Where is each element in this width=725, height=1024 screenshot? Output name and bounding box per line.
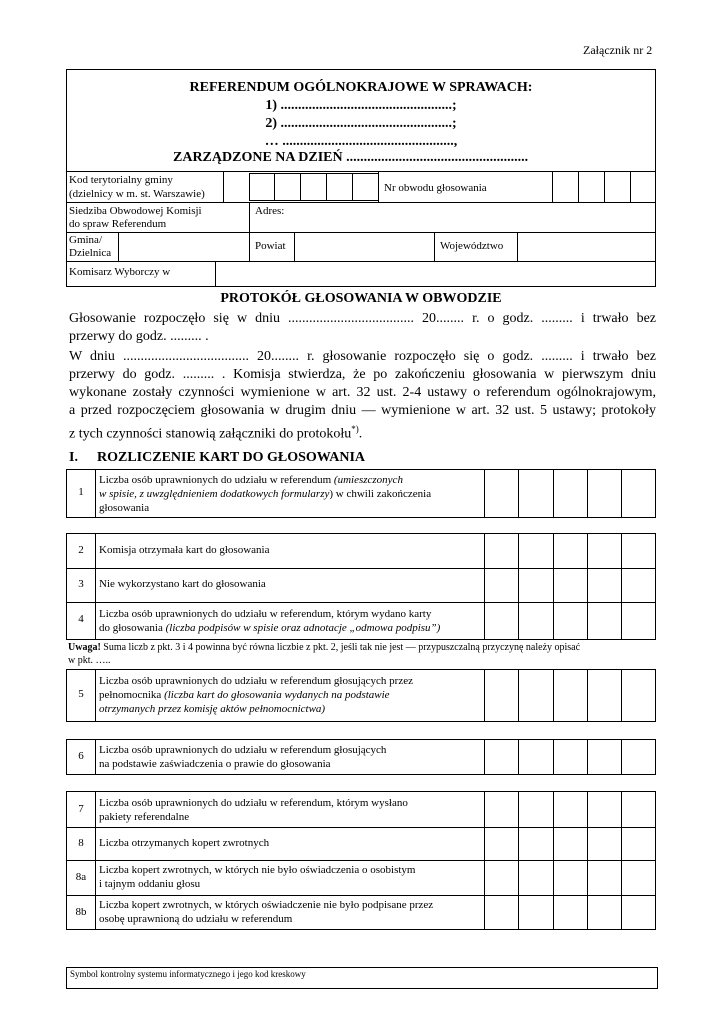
referendum-title: REFERENDUM OGÓLNOKRAJOWE W SPRAWACH:	[189, 80, 533, 95]
protocol-title: PROTOKÓŁ GŁOSOWANIA W OBWODZIE	[220, 291, 502, 306]
protocol-day2-line-4: a przed rozpoczęciem głosowania w drugim dniu — wymienione w art. 32 ust. 5 ustawy; protokoły	[69, 403, 656, 418]
teryt-digit-box[interactable]	[249, 173, 275, 201]
protocol-day2-line-1: W dniu .................................... 20........ r. głosowanie rozpoczęło się o godz. ......... i trwało bez	[69, 349, 656, 364]
row-label: Liczba osób uprawnionych do udziału w referendum (umieszczonych	[99, 474, 403, 486]
row-label: Liczba kopert zwrotnych, w których oświadczenie nie było podpisane przez	[99, 899, 434, 911]
county-label: Powiat	[255, 240, 286, 252]
row-label: Komisja otrzymała kart do głosowania	[99, 544, 270, 556]
teryt-digit-box[interactable]	[352, 173, 379, 201]
row-number: 4	[78, 613, 84, 625]
row-label: Liczba otrzymanych kopert zwrotnych	[99, 837, 270, 849]
teryt-digit-box[interactable]	[274, 173, 301, 201]
row-label: Liczba osób uprawnionych do udziału w referendum głosujących przez	[99, 675, 413, 687]
row-number: 6	[78, 750, 84, 762]
row-number: 5	[78, 688, 84, 700]
table-row: 1 Liczba osób uprawnionych do udziału w referendum (umieszczonych w spisie, z uwzględnieniem dodatkowych formularzy) w chwili zakończenia głosowania	[66, 469, 656, 518]
row-number: 8	[78, 837, 84, 849]
note-line-1: Uwaga! Suma liczb z pkt. 3 i 4 powinna być równa liczbie z pkt. 2, jeśli tak nie jest — przypuszczalną przyczynę należy opisać	[68, 642, 581, 653]
row-number: 8a	[75, 871, 87, 883]
question-1: 1) .................................................;	[265, 98, 457, 113]
protocol-day2-line-2: przerwy do godz. ......... . Komisja stwierdza, że po zakończeniu głosowania w pierwszym dniu	[69, 367, 656, 382]
section-title: ROZLICZENIE KART DO GŁOSOWANIA	[97, 450, 366, 465]
table-group-7-8b: 7 Liczba osób uprawnionych do udziału w referendum, którym wysłano pakiety referendalne 8 Liczba otrzymanych kopert zwrotnych 8a Liczba kopert zwrotnych, w których nie było oświadczenia o osobistym i tajnym oddaniu głosu 8b Liczba kopert zwrotnych, w których oświadczenie nie było podpisane przez osobę uprawnioną do udziału w referendum	[66, 791, 656, 930]
row-label: Liczba osób uprawnionych do udziału w referendum głosujących	[99, 744, 387, 756]
section-number: I.	[69, 450, 78, 465]
voivodeship-label: Województwo	[440, 240, 504, 252]
commissioner-label: Komisarz Wyborczy w	[69, 266, 171, 278]
teryt-digit-box[interactable]	[326, 173, 353, 201]
control-symbol-label: Symbol kontrolny systemu informatycznego i jego kod kreskowy	[70, 969, 306, 979]
row-number: 2	[78, 544, 84, 556]
row-number: 8b	[75, 906, 87, 918]
row-number: 7	[78, 803, 84, 815]
table-row: 6 Liczba osób uprawnionych do udziału w referendum głosujących na podstawie zaświadczenia o prawie do głosowania	[66, 739, 656, 775]
protocol-day2-line-3: wykonane zostały czynności wymienione w art. 32 ust. 2-4 ustawy o referendum ogólnokrajowym,	[69, 385, 656, 400]
teryt-label-2: (dzielnicy w m. st. Warszawie)	[69, 188, 205, 200]
row-label: Liczba osób uprawnionych do udziału w referendum, którym wydano karty	[99, 608, 432, 620]
district-no-label: Nr obwodu głosowania	[384, 182, 487, 194]
table-group-2-4: 2 Komisja otrzymała kart do głosowania 3 Nie wykorzystano kart do głosowania 4 Liczba osób uprawnionych do udziału w referendum, którym wydano karty do głosowania (liczba podpisów w spisie oraz adnotacje „odmowa podpisu”)	[66, 533, 656, 640]
row-label: Liczba osób uprawnionych do udziału w referendum, którym wysłano	[99, 797, 408, 809]
commune-label-1: Gmina/	[69, 234, 102, 246]
seat-label-1: Siedziba Obwodowej Komisji	[69, 205, 202, 217]
teryt-digit-box[interactable]	[300, 173, 327, 201]
protocol-day2-line-5: z tych czynności stanowią załączniki do protokołu*).	[69, 424, 363, 442]
seat-label-2: do spraw Referendum	[69, 218, 167, 230]
question-more: … .................................................,	[264, 134, 458, 149]
address-label: Adres:	[255, 205, 285, 217]
row-number: 3	[78, 578, 84, 590]
teryt-label-1: Kod terytorialny gminy	[69, 174, 173, 186]
question-2: 2) .................................................;	[265, 116, 457, 131]
header-box	[66, 69, 656, 172]
protocol-start-line-2: przerwy do godz. ......... .	[69, 329, 209, 344]
commune-label-2: Dzielnica	[69, 247, 112, 259]
table-row: 5 Liczba osób uprawnionych do udziału w referendum głosujących przez pełnomocnika (liczba kart do głosowania wydanych na podstawie otrzymanych przez komisję aktów pełnomocnictwa)	[66, 669, 656, 722]
control-symbol-box	[66, 967, 658, 989]
note-line-2: w pkt. …..	[68, 655, 111, 666]
annex-label: Załącznik nr 2	[583, 43, 653, 57]
row-label: Nie wykorzystano kart do głosowania	[99, 578, 266, 590]
protocol-start-line-1: Głosowanie rozpoczęło się w dniu .................................... 20........ r. o godz. ......... i trwało bez	[69, 311, 656, 326]
row-number: 1	[78, 486, 84, 498]
row-label: Liczba kopert zwrotnych, w których nie było oświadczenia o osobistym	[99, 864, 416, 876]
ordered-date: ZARZĄDZONE NA DZIEŃ ....................................................	[173, 150, 529, 165]
